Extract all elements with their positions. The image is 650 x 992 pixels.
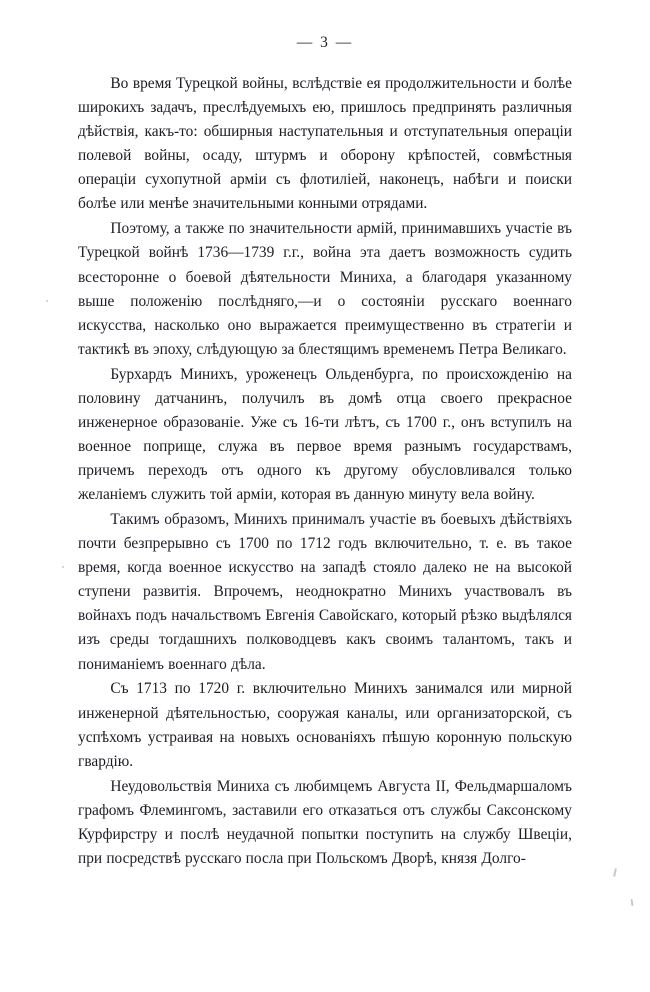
scan-speck <box>613 868 617 877</box>
page-body <box>78 72 572 872</box>
scan-speck <box>46 300 48 302</box>
paragraph: Съ 1713 по 1720 г. включительно Минихъ занимался или мирной инженерной дѣятельностью, сооружая каналы, или организаторской, съ успѣхомъ устраивая на новыхъ основаніяхъ пѣшую коронную польскую гвардію. <box>78 680 572 770</box>
scan-speck <box>631 899 634 906</box>
paragraph: Бурхардъ Минихъ, уроженецъ Ольденбурга, по происхожденію на половину датчанинъ, получилъ въ домѣ отца своего прекрасное инженерное образованіе. Уже съ 16-ти лѣтъ, съ 1700 г., онъ вступилъ на военное поприще, служа въ первое время разнымъ государствамъ, причемъ переходъ отъ одного къ другому обусловливался только желаніемъ служить той арміи, которая въ данную минуту вела войну. <box>78 365 572 504</box>
scan-speck <box>62 566 64 568</box>
paragraph: Поэтому, а также по значительности армій, принимавшихъ участіе въ Турецкой войнѣ 1736—1739 г.г., война эта даетъ возможность судить всесторонне о боевой дѣятельности Миниха, а благодаря указанному выше положенію послѣдняго,—и о состояніи русскаго военнаго искусства, насколько оно выражается преимущественно въ стратегіи и тактикѣ въ эпоху, слѣдующую за блестящимъ временемъ Петра Великаго. <box>78 220 572 358</box>
page-number: — 3 — <box>296 34 354 51</box>
paragraph: Во время Турецкой войны, вслѣдствіе ея продолжительности и болѣе широкихъ задачъ, преслѣдуемыхъ ею, пришлось предпринять различныя дѣйствія, какъ-то: обширныя наступательныя и отступательныя операціи полевой войны, осаду, штурмъ и оборону крѣпостей, совмѣстныя операціи сухопутной арміи съ флотиліей, наконецъ, набѣги и поиски болѣе или менѣе значительными конными отрядами. <box>78 75 572 213</box>
paragraph: Неудовольствія Миниха съ любимцемъ Августа II, Фельдмаршаломъ графомъ Флемингомъ, заставили его отказаться отъ службы Саксонскому Курфирстру и послѣ неудачной попытки поступить на службу Швеціи, при посредствѣ русскаго посла при Польскомъ Дворѣ, князя Долго- <box>78 777 572 867</box>
paragraph: Такимъ образомъ, Минихъ принималъ участіе въ боевыхъ дѣйствіяхъ почти безпрерывно съ 1700 по 1712 годъ включительно, т. е. въ такое время, когда военное искусство на западѣ стояло далеко не на высокой ступени развитія. Впрочемъ, неоднократно Минихъ участвовалъ въ войнахъ подъ начальствомъ Евгенія Савойскаго, который рѣзко выдѣлялся изъ среды тогдашнихъ полководцевъ какъ своимъ талантомъ, такъ и пониманіемъ военнаго дѣла. <box>78 510 572 673</box>
